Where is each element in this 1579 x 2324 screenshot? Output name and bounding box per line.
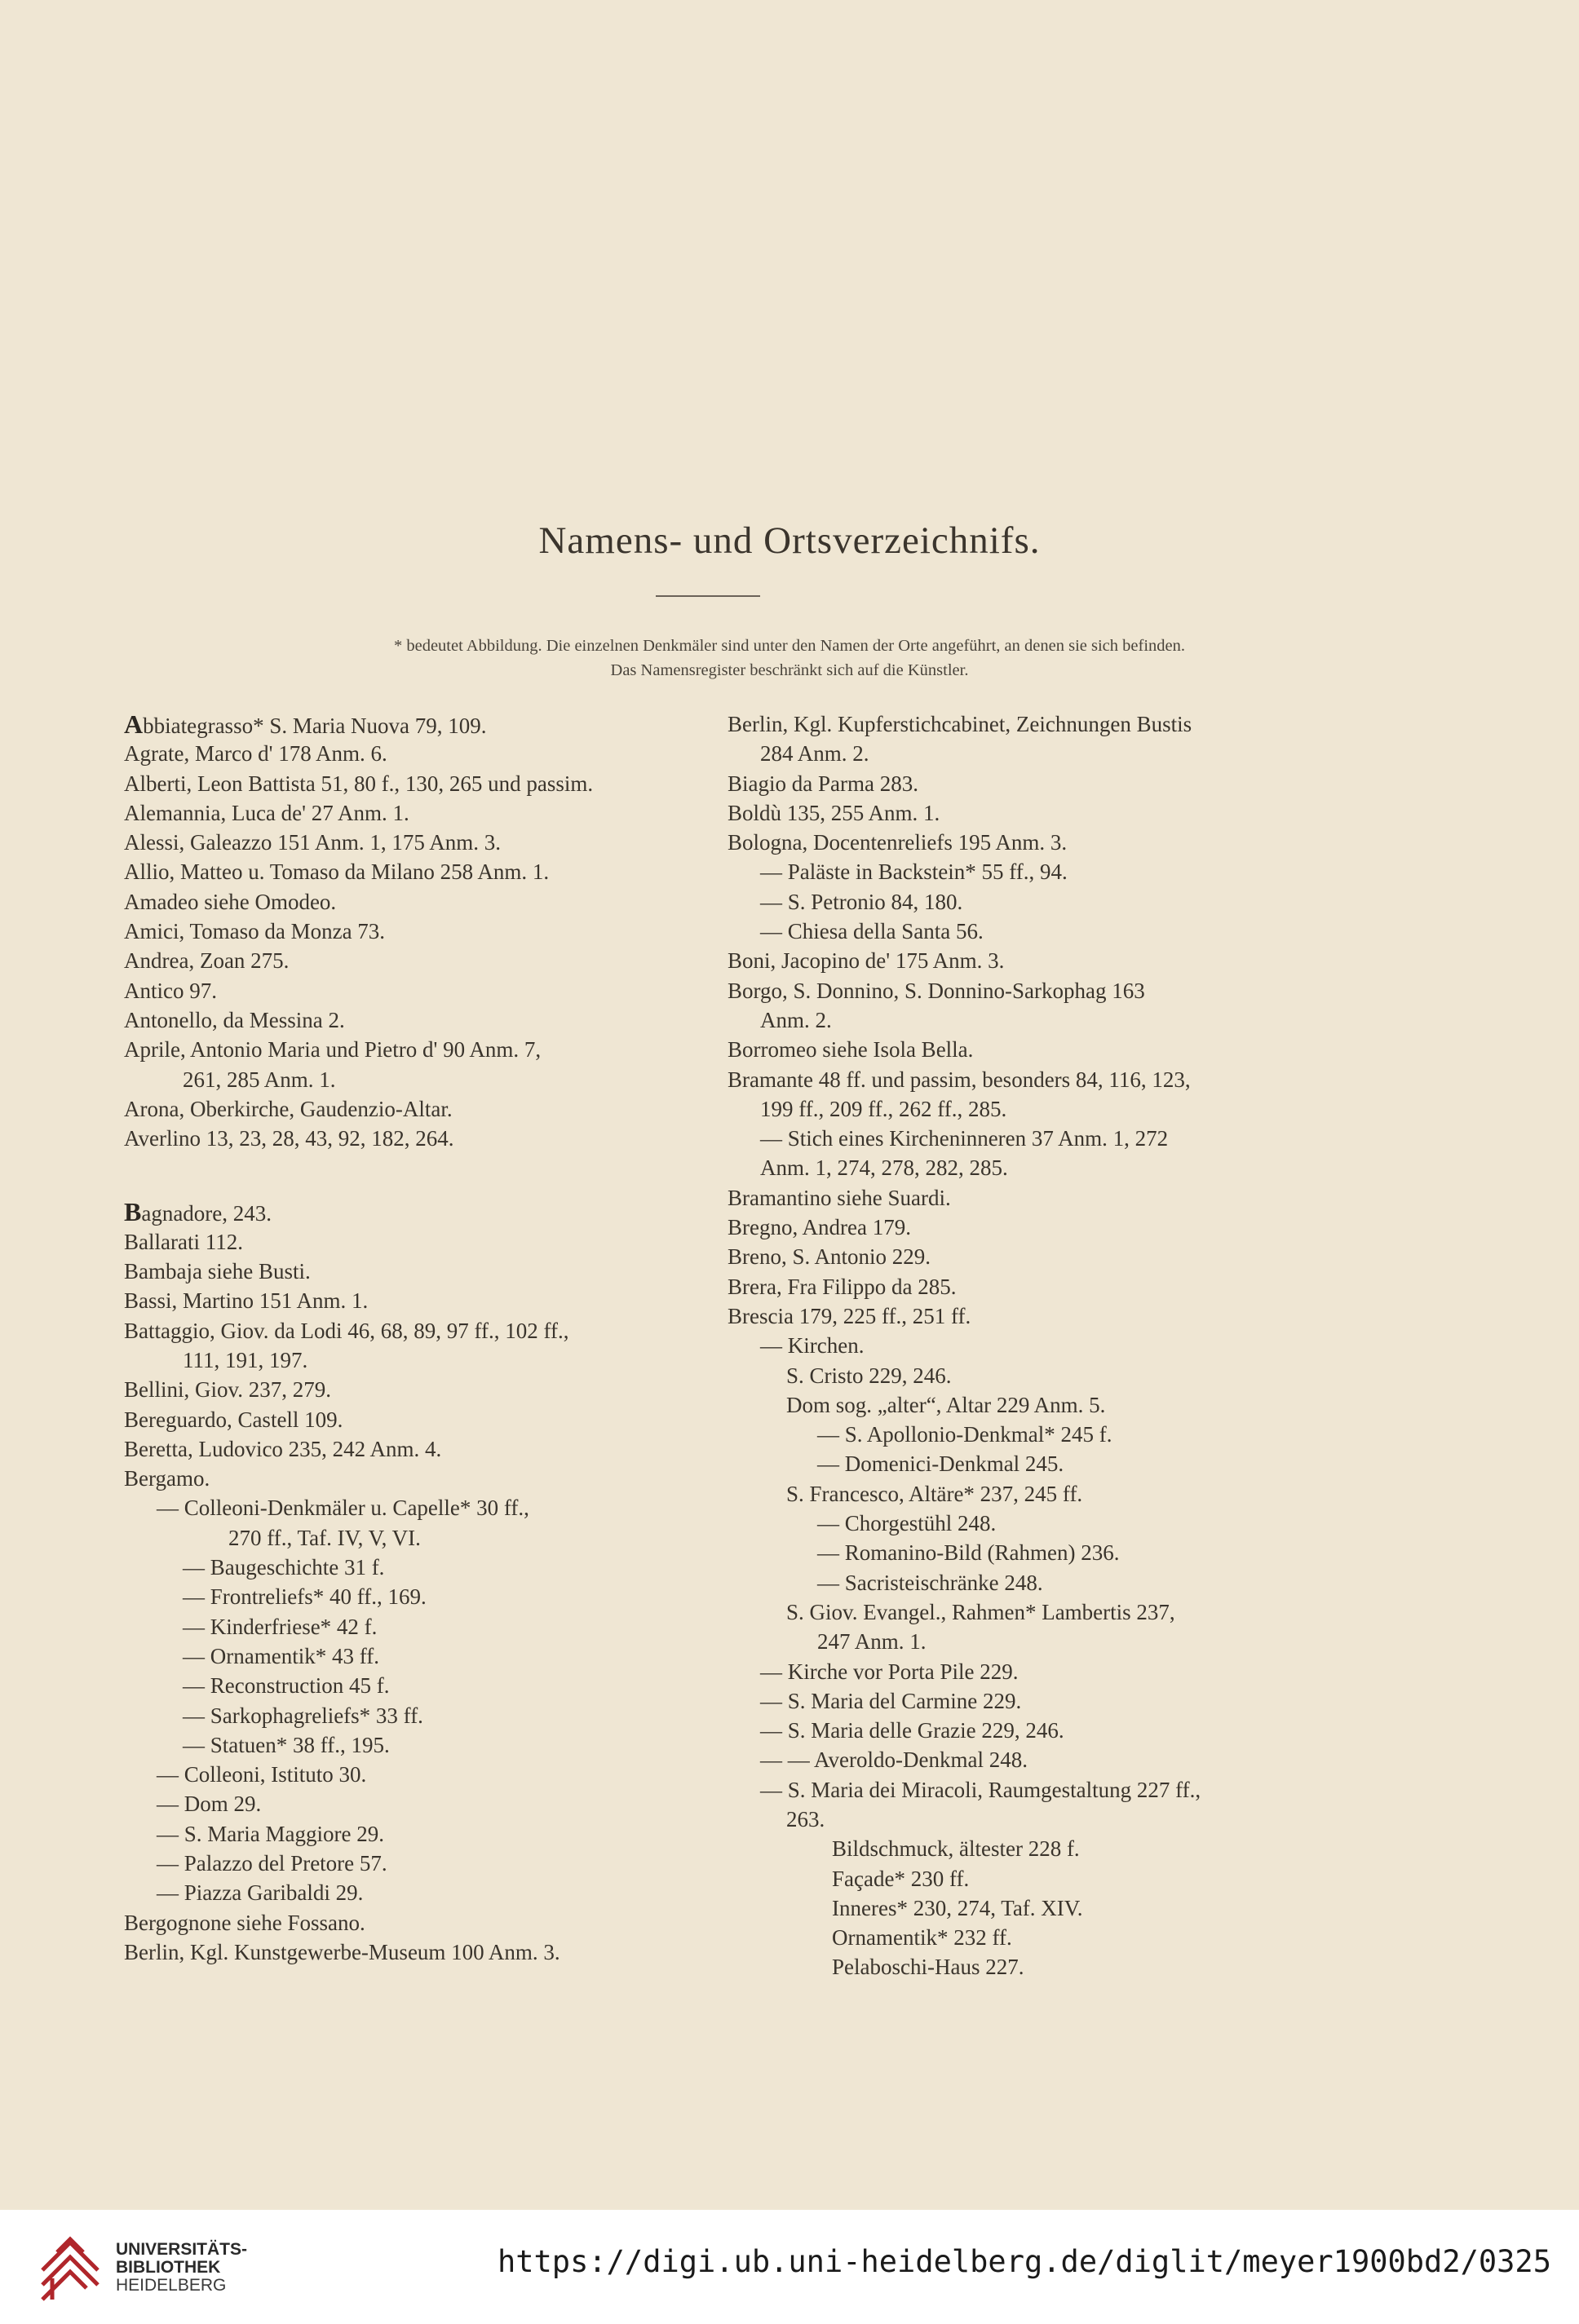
index-entry-text: — Sarkophagreliefs* 33 ff. — [183, 1703, 423, 1728]
index-entry-text: Bergamo. — [124, 1466, 210, 1491]
index-entry-text: Agrate, Marco d' 178 Anm. 6. — [124, 741, 387, 767]
index-entry — [728, 1538, 1380, 1567]
index-entry — [728, 1213, 1380, 1242]
index-entry — [124, 1641, 744, 1671]
index-entry-text: Borromeo siehe Isola Bella. — [728, 1037, 974, 1063]
index-entry-text: Antonello, da Messina 2. — [124, 1007, 345, 1032]
index-entry — [124, 1197, 744, 1226]
index-entry-text: — Sacristeischränke 248. — [817, 1570, 1043, 1595]
index-entry — [728, 1479, 1380, 1509]
index-entry-text: — Ornamentik* 43 ff. — [183, 1643, 379, 1668]
index-entry — [728, 1893, 1380, 1923]
index-entry — [124, 1493, 744, 1522]
index-entry — [728, 828, 1380, 857]
index-entry-text: Averlino 13, 23, 28, 43, 92, 182, 264. — [124, 1126, 454, 1151]
index-entry — [124, 1257, 744, 1286]
index-entry-text: Aprile, Antonio Maria und Pietro d' 90 Anm. 7, — [124, 1037, 542, 1063]
index-entry — [124, 1819, 744, 1849]
library-name-line-1: UNIVERSITÄTS- — [116, 2240, 248, 2259]
index-entry — [728, 1597, 1380, 1627]
index-entry — [728, 1272, 1380, 1301]
index-entry — [728, 946, 1380, 975]
index-entry-text: 270 ff., Taf. IV, V, VI. — [228, 1525, 421, 1550]
index-entry — [728, 1094, 1380, 1124]
index-entry-text: Bildschmuck, ältester 228 f. — [832, 1836, 1080, 1862]
index-entry-text: Façade* 230 ff. — [832, 1866, 970, 1891]
index-column-right — [728, 709, 1380, 1982]
index-entry — [124, 1789, 744, 1818]
index-entry — [728, 1183, 1380, 1213]
index-entry-text: Bramante 48 ff. und passim, besonders 84, 116, 123, — [728, 1067, 1191, 1092]
index-entry — [124, 1849, 744, 1878]
index-entry — [728, 976, 1380, 1005]
index-entry — [728, 1686, 1380, 1716]
index-entry-text: Pelaboschi-Haus 227. — [832, 1955, 1024, 1980]
index-entry — [124, 1760, 744, 1789]
library-name — [116, 2241, 247, 2295]
index-entry — [728, 1568, 1380, 1597]
index-entry — [124, 1375, 744, 1404]
index-entry-text: — Piazza Garibaldi 29. — [157, 1880, 364, 1906]
index-entry-text: Beretta, Ludovico 235, 242 Anm. 4. — [124, 1436, 442, 1461]
index-entry — [124, 1065, 744, 1094]
index-entry-text: — Chiesa della Santa 56. — [760, 919, 984, 944]
index-entry — [728, 769, 1380, 798]
index-entry-text: Bellini, Giov. 237, 279. — [124, 1377, 331, 1403]
index-entry-text: Bologna, Docentenreliefs 195 Anm. 3. — [728, 830, 1068, 855]
index-entry-text: Ornamentik* 232 ff. — [832, 1925, 1012, 1951]
index-entry — [728, 1805, 1380, 1834]
index-entry — [728, 739, 1380, 768]
index-entry-text: — Kinderfriese* 42 f. — [183, 1614, 378, 1639]
index-entry — [124, 1730, 744, 1760]
section-initial: A — [124, 709, 144, 739]
index-entry-text: Bergognone siehe Fossano. — [124, 1910, 365, 1935]
index-entry-text: — Frontreliefs* 40 ff., 169. — [183, 1584, 427, 1610]
index-entry — [124, 798, 744, 828]
index-entry — [728, 1716, 1380, 1745]
index-entry-text: Anm. 2. — [760, 1007, 832, 1032]
legend-note-line-2: Das Namensregister beschränkt sich auf die Künstler. — [610, 661, 969, 679]
index-entry-text: Bramantino siehe Suardi. — [728, 1185, 951, 1210]
index-entry-text: — Romanino-Bild (Rahmen) 236. — [817, 1540, 1120, 1566]
index-entry-text: Breno, S. Antonio 229. — [728, 1244, 931, 1270]
index-entry-text: — Stich eines Kircheninneren 37 Anm. 1, 272 — [760, 1126, 1169, 1151]
index-entry-text: — Domenici-Denkmal 245. — [817, 1451, 1064, 1477]
index-entry — [124, 1227, 744, 1257]
index-entry — [728, 1005, 1380, 1035]
index-entry-text: — Kirche vor Porta Pile 229. — [760, 1659, 1019, 1684]
index-entry-text: — S. Maria del Carmine 229. — [760, 1688, 1022, 1713]
index-entry — [728, 1361, 1380, 1390]
index-entry — [124, 1434, 744, 1464]
index-entry — [728, 798, 1380, 828]
index-entry-text: — — Averoldo-Denkmal 248. — [760, 1747, 1028, 1773]
index-entry — [728, 1242, 1380, 1271]
title-divider — [656, 595, 760, 597]
index-entry-text: 247 Anm. 1. — [817, 1629, 927, 1655]
index-entry-text: agnadore, 243. — [141, 1201, 272, 1226]
index-entry-text: Alberti, Leon Battista 51, 80 f., 130, 265 und passim. — [124, 771, 594, 796]
index-entry-text: — Palazzo del Pretore 57. — [157, 1850, 387, 1876]
index-entry-text: — Reconstruction 45 f. — [183, 1673, 390, 1699]
index-entry — [124, 769, 744, 798]
index-entry-text: — Chorgestühl 248. — [817, 1511, 997, 1536]
index-entry-text: S. Giov. Evangel., Rahmen* Lambertis 237, — [786, 1599, 1175, 1624]
section-gap — [124, 1153, 744, 1197]
index-entry — [728, 1331, 1380, 1360]
index-entry — [124, 1286, 744, 1315]
index-entry — [124, 1937, 744, 1967]
index-entry — [728, 1627, 1380, 1656]
index-entry — [124, 739, 744, 768]
index-entry — [124, 1553, 744, 1582]
index-entry — [728, 1420, 1380, 1449]
index-entry — [124, 1405, 744, 1434]
index-entry — [728, 917, 1380, 946]
index-entry-text: Amadeo siehe Omodeo. — [124, 889, 337, 914]
library-logo-icon — [38, 2228, 103, 2306]
index-entry-text: S. Francesco, Altäre* 237, 245 ff. — [786, 1481, 1083, 1506]
index-entry-text: — S. Petronio 84, 180. — [760, 889, 963, 914]
index-entry-text: Brescia 179, 225 ff., 251 ff. — [728, 1303, 971, 1328]
index-entry — [124, 1908, 744, 1937]
index-entry — [124, 1701, 744, 1730]
index-entry — [728, 1124, 1380, 1153]
index-entry — [124, 1316, 744, 1345]
index-entry-text: — S. Maria delle Grazie 229, 246. — [760, 1718, 1064, 1743]
index-entry — [728, 887, 1380, 917]
index-entry-text: S. Cristo 229, 246. — [786, 1363, 952, 1388]
index-entry-text: 263. — [786, 1806, 825, 1831]
index-entry — [728, 1509, 1380, 1538]
index-entry-text: Bambaja siehe Busti. — [124, 1259, 311, 1284]
index-entry-text: — S. Maria Maggiore 29. — [157, 1821, 384, 1846]
index-entry-text: 199 ff., 209 ff., 262 ff., 285. — [760, 1096, 1007, 1121]
index-entry — [124, 1094, 744, 1124]
index-entry-text: — Colleoni, Istituto 30. — [157, 1762, 367, 1787]
index-entry — [728, 1657, 1380, 1686]
index-entry-text: Amici, Tomaso da Monza 73. — [124, 919, 386, 944]
index-entry-text: — S. Maria dei Miracoli, Raumgestaltung 227 ff., — [760, 1777, 1201, 1802]
page-title: Namens- und Ortsverzeichnifs. — [538, 519, 1041, 562]
index-column-left — [124, 709, 744, 1967]
index-entry-text: 261, 285 Anm. 1. — [183, 1067, 336, 1092]
index-entry-text: Bassi, Martino 151 Anm. 1. — [124, 1288, 369, 1314]
legend-note-line-1: * bedeutet Abbildung. Die einzelnen Denkmäler sind unter den Namen der Orte angeführt, an denen sie sich befinden. — [393, 637, 1185, 655]
index-entry — [124, 1035, 744, 1064]
index-entry-text: Bereguardo, Castell 109. — [124, 1407, 343, 1432]
index-entry-text: Ballarati 112. — [124, 1229, 243, 1254]
index-entry — [728, 1923, 1380, 1952]
index-entry-text: — Statuen* 38 ff., 195. — [183, 1732, 390, 1757]
index-entry-text: Arona, Oberkirche, Gaudenzio-Altar. — [124, 1096, 453, 1121]
library-name-line-2: BIBLIOTHEK — [116, 2258, 221, 2277]
index-entry-text: 111, 191, 197. — [183, 1347, 308, 1372]
index-entry-text: — Kirchen. — [760, 1333, 865, 1359]
index-entry — [124, 976, 744, 1005]
index-entry — [728, 1153, 1380, 1182]
index-entry-text: — S. Apollonio-Denkmal* 245 f. — [817, 1422, 1112, 1447]
index-entry-text: Berlin, Kgl. Kunstgewerbe-Museum 100 Anm. 3. — [124, 1939, 560, 1964]
index-entry-text: Dom sog. „alter“, Altar 229 Anm. 5. — [786, 1392, 1106, 1417]
index-entry — [124, 709, 744, 739]
section-initial: B — [124, 1197, 142, 1227]
index-entry-text: Inneres* 230, 274, Taf. XIV. — [832, 1895, 1083, 1920]
index-entry — [728, 1775, 1380, 1805]
index-entry-text: Boni, Jacopino de' 175 Anm. 3. — [728, 948, 1005, 974]
index-entry-text: — Paläste in Backstein* 55 ff., 94. — [760, 859, 1068, 885]
index-entry — [728, 709, 1380, 739]
source-url-link[interactable]: https://digi.ub.uni-heidelberg.de/diglit/meyer1900bd2/0325 — [497, 2244, 1551, 2279]
index-entry-text: Berlin, Kgl. Kupferstichcabinet, Zeichnungen Bustis — [728, 712, 1192, 736]
index-entry — [728, 1449, 1380, 1478]
index-entry — [728, 1065, 1380, 1094]
index-entry — [124, 1612, 744, 1641]
index-entry — [124, 1464, 744, 1493]
index-entry — [124, 1005, 744, 1035]
index-entry-text: Allio, Matteo u. Tomaso da Milano 258 Anm. 1. — [124, 859, 550, 885]
index-entry-text: Bregno, Andrea 179. — [728, 1215, 911, 1240]
index-entry-text: Andrea, Zoan 275. — [124, 948, 290, 974]
index-entry-text: Biagio da Parma 283. — [728, 771, 918, 796]
index-entry — [124, 887, 744, 917]
index-entry-text: — Colleoni-Denkmäler u. Capelle* 30 ff., — [157, 1496, 529, 1521]
index-entry-text: Anm. 1, 274, 278, 282, 285. — [760, 1155, 1008, 1181]
index-entry — [124, 828, 744, 857]
index-entry — [728, 1035, 1380, 1064]
index-entry — [124, 857, 744, 886]
index-entry — [124, 1671, 744, 1700]
index-entry-text: Brera, Fra Filippo da 285. — [728, 1274, 957, 1299]
index-entry — [728, 1745, 1380, 1774]
index-entry-text: 284 Anm. 2. — [760, 741, 869, 767]
index-entry — [728, 857, 1380, 886]
index-entry — [124, 1582, 744, 1611]
index-entry-text: Alemannia, Luca de' 27 Anm. 1. — [124, 800, 409, 825]
index-entry — [124, 1878, 744, 1907]
index-entry — [124, 1124, 744, 1153]
index-entry — [124, 917, 744, 946]
index-entry — [728, 1952, 1380, 1982]
index-entry-text: — Dom 29. — [157, 1792, 262, 1817]
index-entry-text: Antico 97. — [124, 978, 217, 1003]
index-entry — [728, 1390, 1380, 1420]
index-entry-text: Boldù 135, 255 Anm. 1. — [728, 800, 940, 825]
index-entry-text: bbiategrasso* S. Maria Nuova 79, 109. — [143, 714, 487, 738]
index-entry — [728, 1864, 1380, 1893]
index-entry — [728, 1834, 1380, 1863]
index-entry-text: Battaggio, Giov. da Lodi 46, 68, 89, 97 ff., 102 ff., — [124, 1318, 569, 1343]
library-name-line-3: HEIDELBERG — [116, 2276, 227, 2295]
index-entry — [728, 1301, 1380, 1331]
index-entry-text: Alessi, Galeazzo 151 Anm. 1, 175 Anm. 3. — [124, 830, 501, 855]
index-entry — [124, 1523, 744, 1553]
index-entry — [124, 1345, 744, 1375]
footer-bar — [0, 2210, 1579, 2324]
index-entry-text: — Baugeschichte 31 f. — [183, 1555, 385, 1580]
index-entry — [124, 946, 744, 975]
index-entry-text: Borgo, S. Donnino, S. Donnino-Sarkophag 163 — [728, 978, 1145, 1003]
